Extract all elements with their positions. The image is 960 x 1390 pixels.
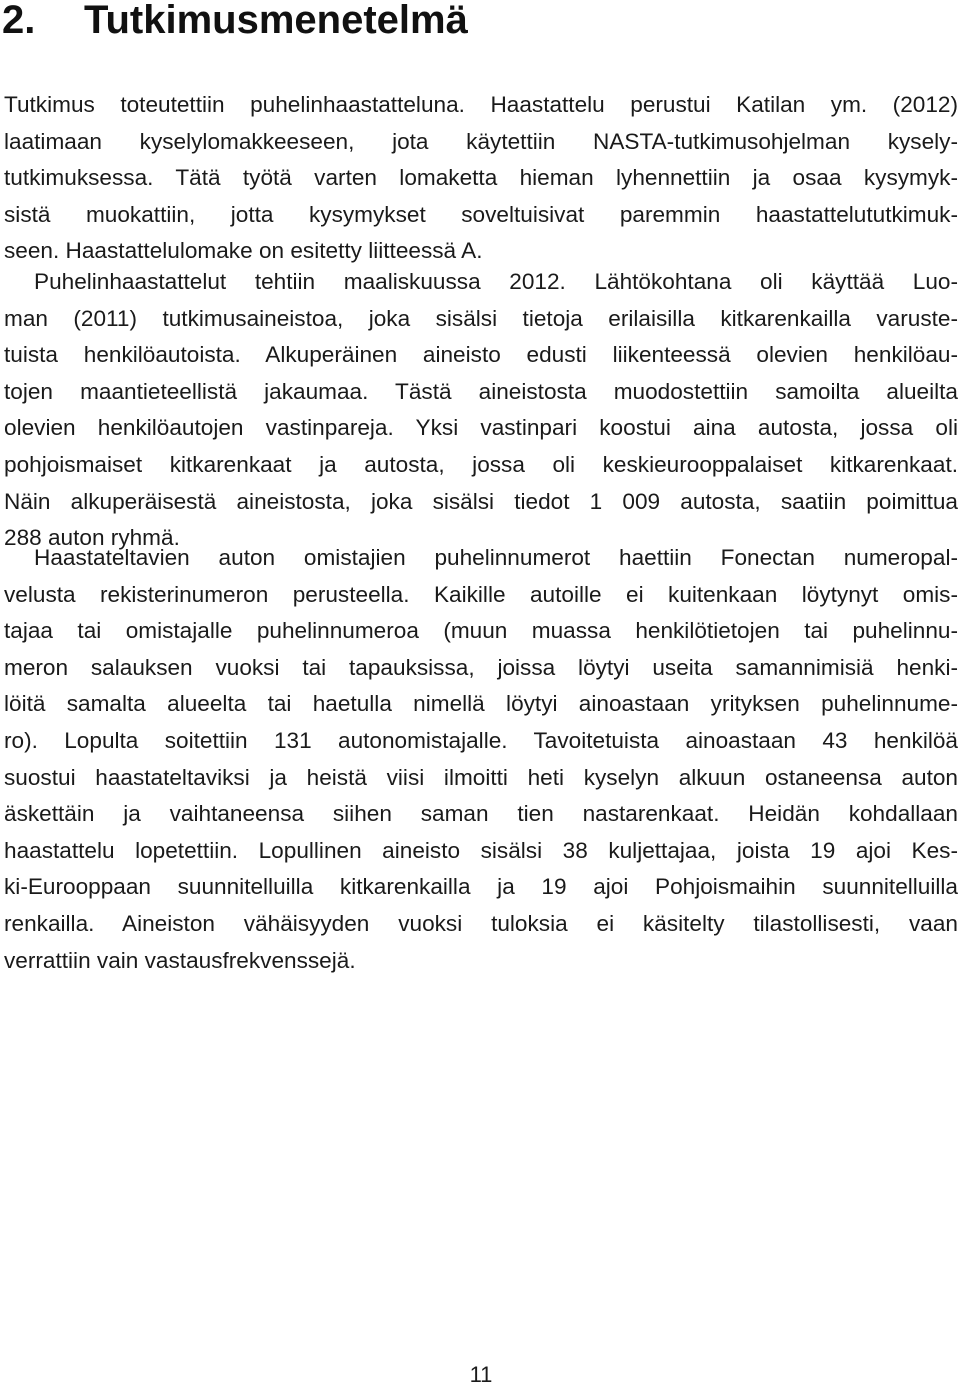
- section-number: 2.: [2, 0, 36, 42]
- paragraph-line: Tutkimus toteutettiin puhelinhaastatteluna. Haastattelu perustui Katilan ym. (2012): [4, 92, 958, 117]
- paragraph-line: ki-Eurooppaan suunnitelluilla kitkarenkailla ja 19 ajoi Pohjoismaihin suunnitelluilla: [4, 874, 958, 900]
- paragraph-line: tuista henkilöautoista. Alkuperäinen aineisto edusti liikenteessä olevien henkilöau-: [4, 342, 958, 368]
- paragraph-line: tojen maantieteellistä jakaumaa. Tästä aineistosta muodostettiin samoilta alueilta: [4, 378, 958, 404]
- paragraph-line: 288 auton ryhmä.: [4, 525, 180, 551]
- paragraph-line: tajaa tai omistajalle puhelinnumeroa (muun muassa henkilötietojen tai puhelinnu-: [4, 618, 958, 644]
- paragraph-line: Näin alkuperäisestä aineistosta, joka sisälsi tiedot 1 009 autosta, saatiin poimittua: [4, 488, 958, 514]
- paragraph-line: verrattiin vain vastausfrekvenssejä.: [4, 947, 356, 973]
- paragraph-line: man (2011) tutkimusaineistoa, joka sisälsi tietoja erilaisilla kitkarenkailla varuste-: [4, 305, 958, 331]
- paragraph-line: velusta rekisterinumeron perusteella. Kaikille autoille ei kuitenkaan löytynyt omis-: [4, 581, 958, 607]
- paragraph-line: olevien henkilöautojen vastinpareja. Yksi vastinpari koostui aina autosta, jossa oli: [4, 415, 958, 441]
- paragraph-line: äskettäin ja vaihtaneensa siihen saman tien nastarenkaat. Heidän kohdallaan: [4, 801, 958, 827]
- paragraph-line: tutkimuksessa. Tätä työtä varten lomaketta hieman lyhennettiin ja osaa kysymyk-: [4, 165, 958, 191]
- paragraph-method-intro: [4, 87, 958, 270]
- paragraph-line: Haastateltavien auton omistajien puhelinnumerot haettiin Fonectan numeropal-: [34, 545, 958, 570]
- paragraph-line: laatimaan kyselylomakkeeseen, jota käytettiin NASTA-tutkimusohjelman kysely-: [4, 128, 958, 154]
- section-title: Tutkimusmenetelmä: [84, 0, 468, 42]
- paragraph-line: ro). Lopulta soitettiin 131 autonomistajalle. Tavoitetuista ainoastaan 43 henkilöä: [4, 727, 958, 753]
- paragraph-line: suostui haastateltaviksi ja heistä viisi ilmoitti heti kyselyn alkuun ostaneensa auton: [4, 764, 958, 790]
- paragraph-line: sistä muokattiin, jotta kysymykset soveltuisivat paremmin haastattelututkimuk-: [4, 201, 958, 227]
- paragraph-interviews: [4, 264, 958, 557]
- paragraph-line: Puhelinhaastattelut tehtiin maaliskuussa 2012. Lähtökohtana oli käyttää Luo-: [34, 269, 958, 294]
- paragraph-line: seen. Haastattelulomake on esitetty liitteessä A.: [4, 238, 483, 264]
- paragraph-respondents: [4, 540, 958, 979]
- paragraph-line: haastattelu lopetettiin. Lopullinen aineisto sisälsi 38 kuljettajaa, joista 19 ajoi Kes-: [4, 837, 958, 863]
- paragraph-line: pohjoismaiset kitkarenkaat ja autosta, jossa oli keskieurooppalaiset kitkarenkaat.: [4, 451, 958, 477]
- paragraph-line: renkailla. Aineiston vähäisyyden vuoksi tuloksia ei käsitelty tilastollisesti, vaan: [4, 910, 958, 936]
- paragraph-line: löitä samalta alueelta tai haetulla nimellä löytyi ainoastaan yrityksen puhelinnume-: [4, 691, 958, 717]
- section-heading: [2, 0, 468, 46]
- paragraph-line: meron salauksen vuoksi tai tapauksissa, joissa löytyi useita samannimisiä henki-: [4, 654, 958, 680]
- page-number: 11: [469, 1362, 493, 1387]
